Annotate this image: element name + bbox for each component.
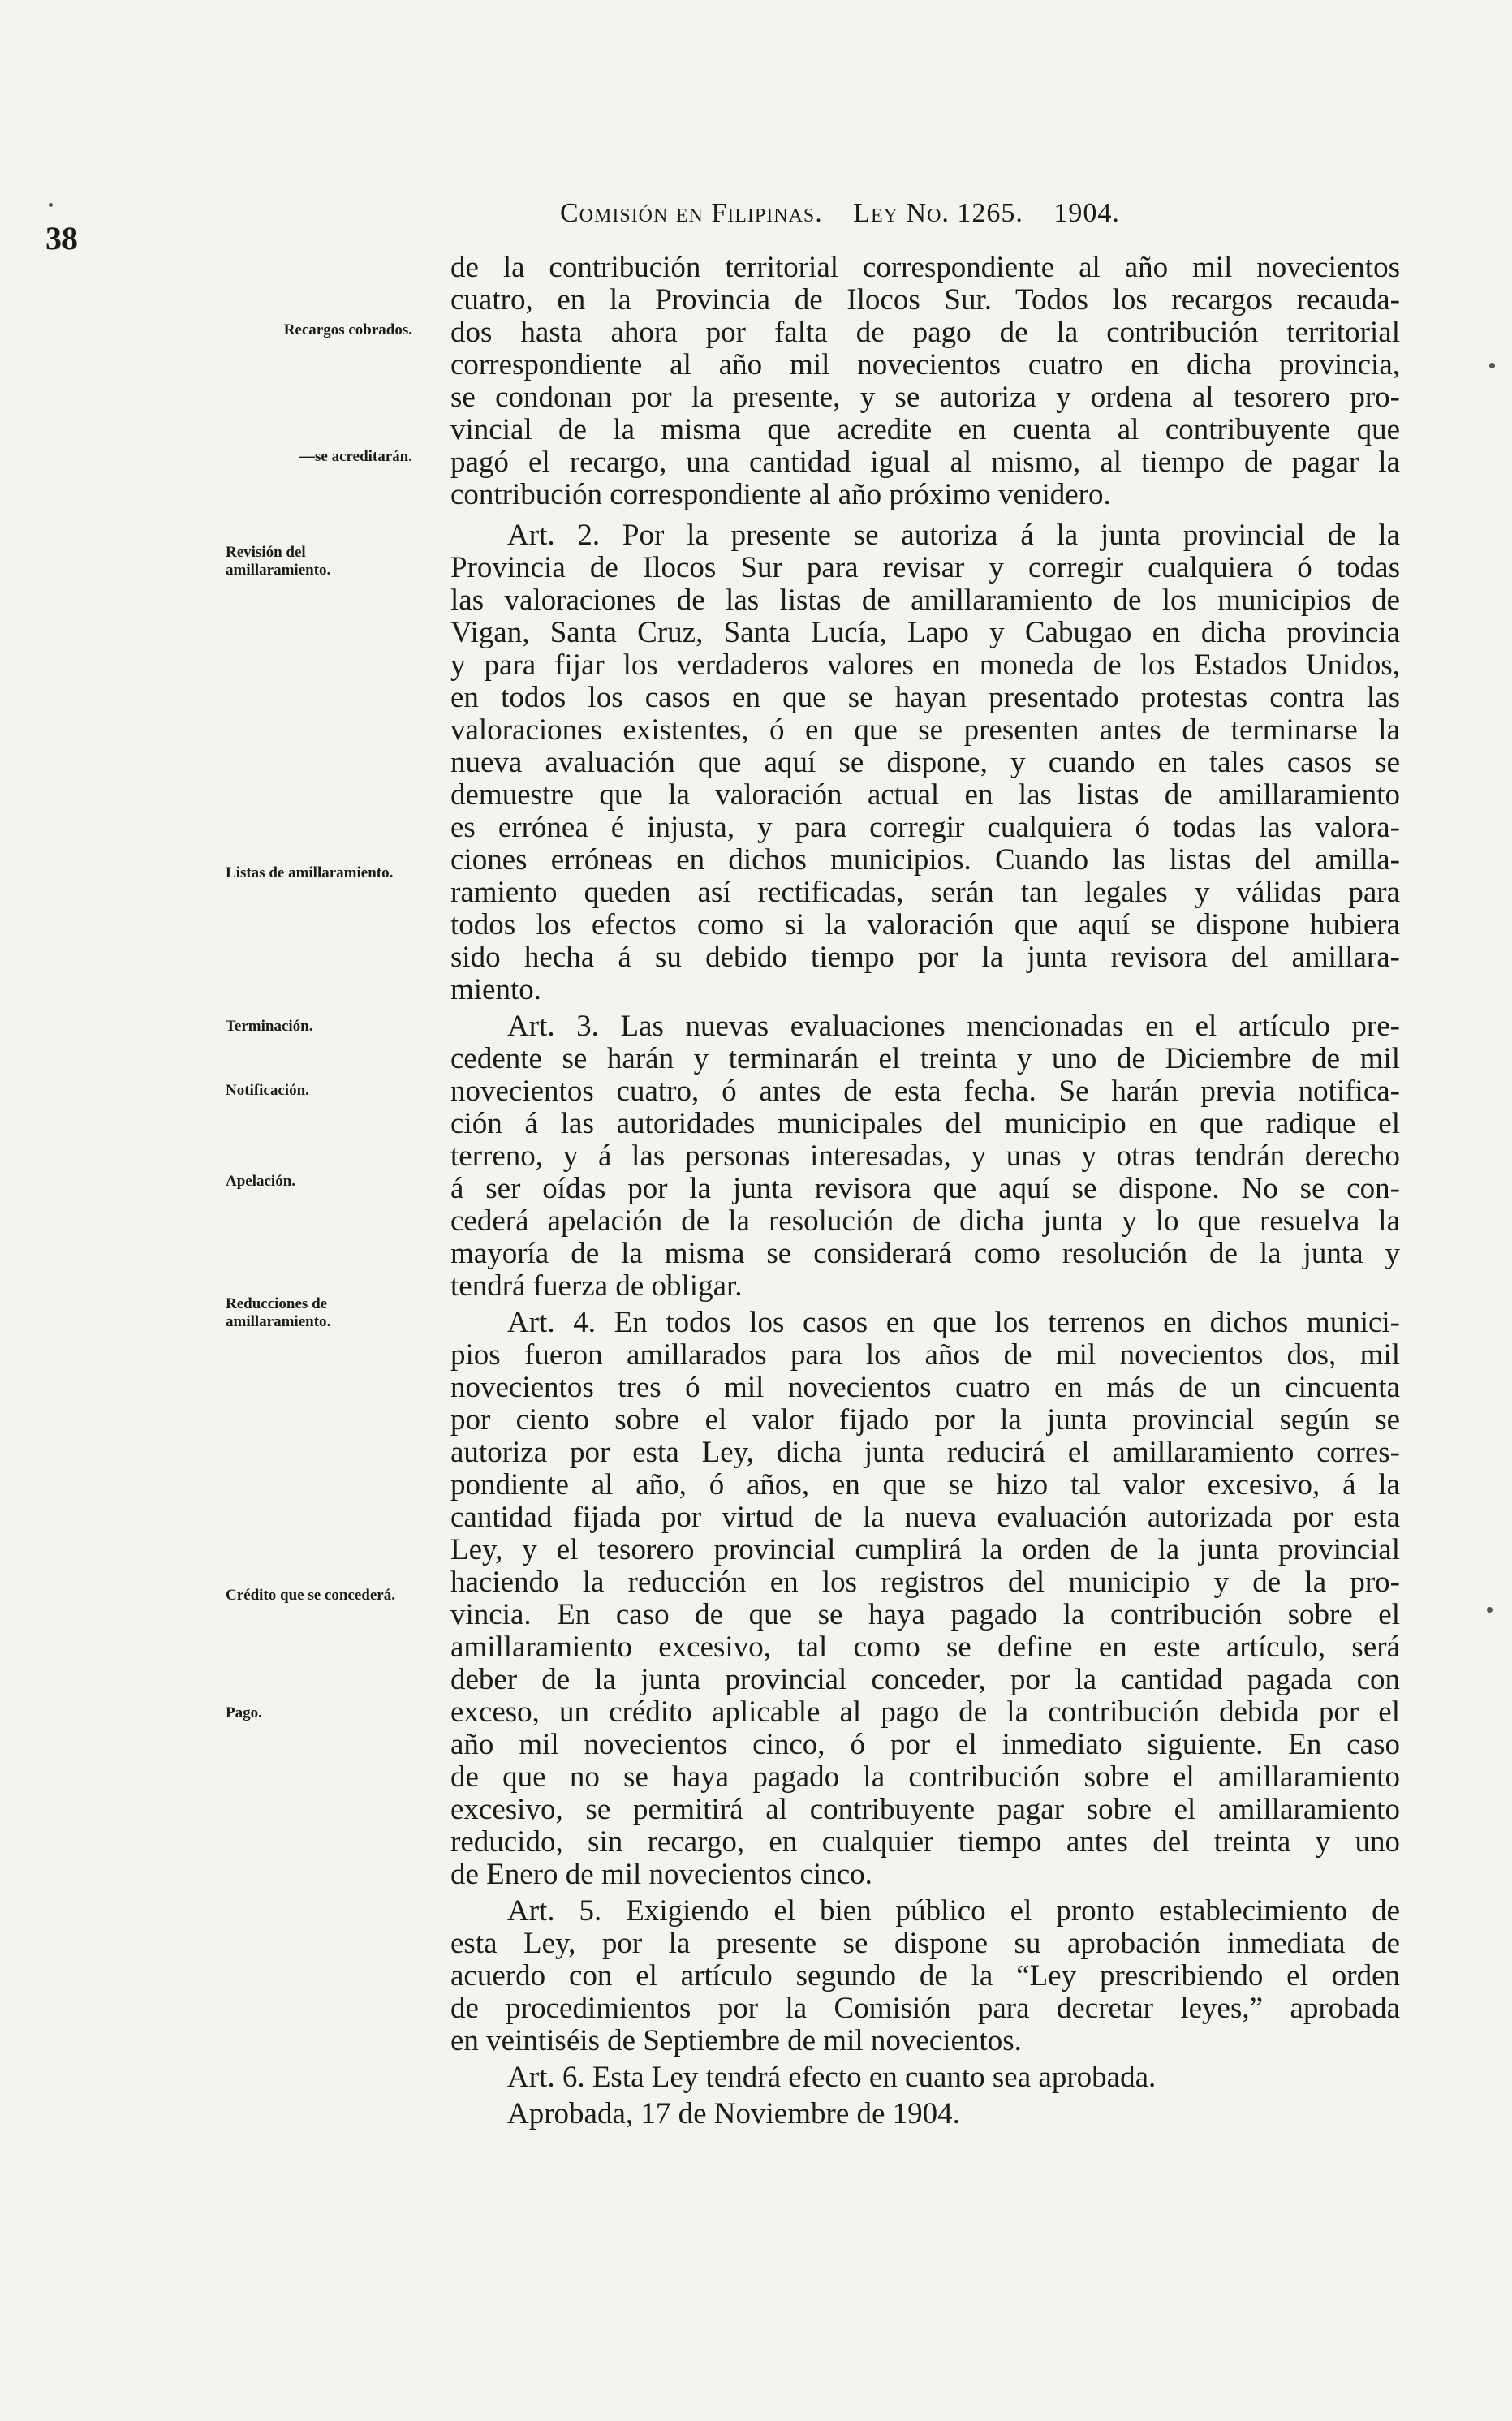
text-line: acuerdo con el artículo segundo de la “Ley prescribiendo el orden	[450, 1959, 1400, 1992]
text-line: cedente se harán y terminarán el treinta y uno de Diciembre de mil	[450, 1042, 1400, 1075]
text-line: de la contribución territorial correspondiente al año mil novecientos	[450, 251, 1400, 284]
text-line: de procedimientos por la Comisión para decretar leyes,” aprobada	[450, 1992, 1400, 2025]
text-line: cuatro, en la Provincia de Ilocos Sur. Todos los recargos recauda-	[450, 283, 1400, 317]
margin-note-pago: Pago.	[226, 1704, 262, 1721]
text-line: ciones erróneas en dichos municipios. Cuando las listas del amilla-	[450, 843, 1400, 877]
margin-note-credito: Crédito que se concederá.	[226, 1587, 395, 1604]
text-line: de que no se haya pagado la contribución sobre el amillaramiento	[450, 1760, 1400, 1794]
running-head-commission: Comisión en Filipinas.	[560, 198, 823, 228]
margin-note-terminacion: Terminación.	[226, 1018, 313, 1035]
margin-note-reducciones: Reducciones de amillaramiento.	[226, 1295, 331, 1330]
approval-date: Aprobada, 17 de Noviembre de 1904.	[507, 2097, 960, 2130]
text-line: pagó el recargo, una cantidad igual al mismo, al tiempo de pagar la	[450, 446, 1400, 479]
running-head	[560, 198, 1143, 229]
article-2-first-line: Art. 2. Por la presente se autoriza á la junta provincial de la	[507, 519, 1400, 552]
margin-note-recargos: Recargos cobrados.	[283, 321, 412, 338]
text-line: sido hecha á su debido tiempo por la junta revisora del amillara-	[450, 941, 1400, 974]
text-line: autoriza por esta Ley, dicha junta reducirá el amillaramiento corres-	[450, 1436, 1400, 1469]
article-5-first-line: Art. 5. Exigiendo el bien público el pronto establecimiento de	[507, 1894, 1400, 1928]
text-line: demuestre que la valoración actual en las listas de amillaramiento	[450, 778, 1400, 812]
page-number: 38	[45, 220, 78, 256]
text-line: reducido, sin recargo, en cualquier tiempo antes del treinta y uno	[450, 1825, 1400, 1859]
article-4-first-line: Art. 4. En todos los casos en que los terrenos en dichos munici-	[507, 1306, 1400, 1339]
text-line: nueva avaluación que aquí se dispone, y cuando en tales casos se	[450, 746, 1400, 779]
margin-note-acreditaran: —se acreditarán.	[299, 448, 412, 465]
text-line: á ser oídas por la junta revisora que aquí se dispone. No se con-	[450, 1172, 1400, 1205]
text-line: deber de la junta provincial conceder, por la cantidad pagada con	[450, 1663, 1400, 1696]
margin-note-listas: Listas de amillaramiento.	[226, 864, 394, 881]
text-line: haciendo la reducción en los registros del municipio y de la pro-	[450, 1566, 1400, 1599]
text-line: se condonan por la presente, y se autoriza y ordena al tesorero pro-	[450, 381, 1400, 414]
text-line: miento.	[450, 973, 542, 1006]
text-line: amillaramiento excesivo, tal como se define en este artículo, será	[450, 1631, 1400, 1664]
scan-speck	[1489, 363, 1495, 368]
text-line: de Enero de mil novecientos cinco.	[450, 1858, 872, 1891]
text-line: en veintiséis de Septiembre de mil novecientos.	[450, 2024, 1022, 2057]
text-line: las valoraciones de las listas de amillaramiento de los municipios de	[450, 584, 1400, 617]
text-line: Ley, y el tesorero provincial cumplirá la orden de la junta provincial	[450, 1533, 1400, 1566]
text-line: ción á las autoridades municipales del municipio en que radique el	[450, 1107, 1400, 1140]
margin-note-revision: Revisión del amillaramiento.	[226, 544, 331, 579]
text-line: Vigan, Santa Cruz, Santa Lucía, Lapo y Cabugao en dicha provincia	[450, 616, 1400, 649]
text-line: exceso, un crédito aplicable al pago de la contribución debida por el	[450, 1695, 1400, 1729]
margin-note-apelacion: Apelación.	[226, 1173, 296, 1190]
text-line: dos hasta ahora por falta de pago de la contribución territorial	[450, 316, 1400, 349]
text-line: terreno, y á las personas interesadas, y unas y otras tendrán derecho	[450, 1139, 1400, 1173]
running-head-year: 1904.	[1053, 198, 1120, 228]
text-line: todos los efectos como si la valoración que aquí se dispone hubiera	[450, 908, 1400, 941]
text-line: cederá apelación de la resolución de dicha junta y lo que resuelva la	[450, 1204, 1400, 1238]
text-line: y para fijar los verdaderos valores en moneda de los Estados Unidos,	[450, 648, 1400, 682]
text-line: correspondiente al año mil novecientos cuatro en dicha provincia,	[450, 348, 1400, 381]
text-line: por ciento sobre el valor fijado por la junta provincial según se	[450, 1403, 1400, 1437]
text-line: en todos los casos en que se hayan presentado protestas contra las	[450, 681, 1400, 714]
text-line: ramiento queden así rectificadas, serán tan legales y válidas para	[450, 876, 1400, 909]
text-line: esta Ley, por la presente se dispone su aprobación inmediata de	[450, 1927, 1400, 1960]
text-line: vincia. En caso de que se haya pagado la contribución sobre el	[450, 1598, 1400, 1631]
text-line: valoraciones existentes, ó en que se presenten antes de terminarse la	[450, 713, 1400, 747]
text-line: excesivo, se permitirá al contribuyente pagar sobre el amillaramiento	[450, 1793, 1400, 1826]
text-line: pondiente al año, ó años, en que se hizo tal valor excesivo, á la	[450, 1468, 1400, 1501]
text-line: es errónea é injusta, y para corregir cualquiera ó todas las valora-	[450, 811, 1400, 844]
article-3-first-line: Art. 3. Las nuevas evaluaciones mencionadas en el artículo pre-	[507, 1010, 1400, 1043]
scan-speck	[49, 203, 53, 207]
margin-note-notificacion: Notificación.	[226, 1082, 309, 1099]
running-head-law-number: Ley No. 1265.	[853, 198, 1023, 228]
scan-speck	[1487, 1607, 1493, 1613]
text-line: tendrá fuerza de obligar.	[450, 1269, 743, 1303]
article-6-line: Art. 6. Esta Ley tendrá efecto en cuanto sea aprobada.	[507, 2061, 1157, 2094]
text-line: contribución correspondiente al año próximo venidero.	[450, 478, 1111, 511]
text-line: Provincia de Ilocos Sur para revisar y corregir cualquiera ó todas	[450, 551, 1400, 584]
text-line: vincial de la misma que acredite en cuenta al contribuyente que	[450, 413, 1400, 446]
text-line: año mil novecientos cinco, ó por el inmediato siguiente. En caso	[450, 1728, 1400, 1761]
text-line: pios fueron amillarados para los años de mil novecientos dos, mil	[450, 1338, 1400, 1372]
text-line: novecientos tres ó mil novecientos cuatro en más de un cincuenta	[450, 1371, 1400, 1404]
text-line: novecientos cuatro, ó antes de esta fecha. Se harán previa notifica-	[450, 1075, 1400, 1108]
text-line: mayoría de la misma se considerará como resolución de la junta y	[450, 1237, 1400, 1270]
text-line: cantidad fijada por virtud de la nueva evaluación autorizada por esta	[450, 1501, 1400, 1534]
